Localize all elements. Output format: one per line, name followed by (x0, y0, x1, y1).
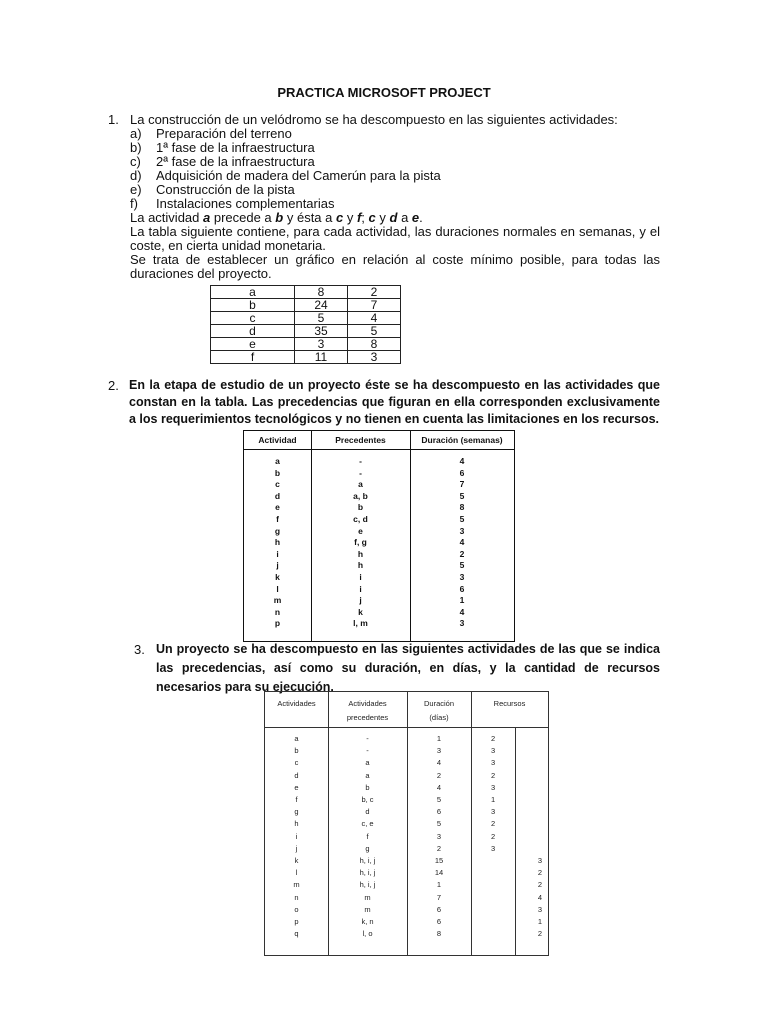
table-cell: f, g (354, 537, 367, 548)
table-cell: c (294, 758, 299, 768)
table-cell: k (294, 856, 299, 866)
table-cell: 15 (434, 856, 444, 866)
header-precedentes: Precedentes (335, 435, 386, 445)
table-cell: e (275, 502, 280, 513)
table-cell: h (274, 537, 281, 548)
table-cell: d (294, 770, 299, 780)
table-row: a 8 2 (211, 286, 401, 299)
table-cell: 8 (436, 929, 442, 939)
table-cell: 2 (436, 843, 442, 853)
header-precedentes-line1: Actividades (348, 699, 387, 708)
table-cell: 3 (491, 843, 496, 853)
question-3-text: Un proyecto se ha descompuesto en las siguientes actividades de las que se indica las precedencias, así como su duración, en días, y la cantidad de recursos necesarios para su ejecución. (156, 642, 660, 694)
table-cell: g (365, 843, 370, 853)
table-cell (515, 818, 542, 830)
table-cell: c (275, 479, 280, 490)
table-cell (515, 733, 542, 745)
table-cell: h (294, 819, 299, 829)
table-cell: - (366, 734, 369, 743)
table-cell: m (293, 880, 300, 890)
list-item: c) 2ª fase de la infraestructura (130, 154, 315, 169)
table-cell: a (365, 770, 370, 780)
table-cell: e (358, 525, 363, 536)
header-duracion-line2: (días) (429, 713, 449, 722)
table-cell (515, 831, 542, 843)
table-cell (515, 770, 542, 782)
table-cell: - (359, 456, 362, 466)
list-item: b) 1ª fase de la infraestructura (130, 140, 315, 155)
list-item: a) Preparación del terreno (130, 126, 292, 141)
table-cell: 5 (459, 513, 465, 524)
table-cell: h (357, 560, 364, 571)
table-cell: n (294, 892, 299, 902)
table-cell: 14 (434, 868, 444, 878)
precedence-sentence: La actividad a precede a b y ésta a c y f; c y d a e. (130, 210, 423, 225)
table-cell: a (275, 456, 280, 466)
table-cell: 1 (436, 734, 442, 743)
table-cell: q (294, 929, 299, 939)
column-precedentes (328, 733, 407, 940)
table-cell: a (294, 734, 299, 743)
table-cell: n (274, 606, 281, 617)
activities-table-2 (243, 430, 515, 642)
table-cell: g (294, 807, 299, 817)
table-cell (491, 916, 515, 928)
activity-list (108, 127, 660, 211)
table-cell: 5 (436, 795, 442, 805)
table-cell: 7 (436, 892, 442, 902)
table-cell (515, 782, 542, 794)
table-cell: 3 (491, 782, 496, 792)
table-cell: 2 (491, 770, 496, 780)
table-cell: f (295, 795, 298, 805)
table-cell: l (276, 583, 279, 594)
table-cell: - (359, 467, 362, 478)
table-cell: 2 (537, 929, 542, 939)
header-actividad: Actividad (258, 435, 297, 445)
table-cell: g (274, 525, 281, 536)
column-precedentes (311, 456, 410, 630)
table-cell: f (366, 831, 369, 841)
table-cell (491, 892, 515, 904)
table-cell: - (366, 746, 369, 756)
paragraph: Se trata de establecer un gráfico en relación al coste mínimo posible, para todas las duraciones del proyecto. (130, 252, 660, 281)
question-3-number: 3. (134, 642, 145, 657)
table-cell: 7 (459, 479, 465, 490)
table-cell: b (294, 746, 299, 756)
table-cell: 5 (459, 560, 465, 571)
table-cell: b (365, 782, 370, 792)
table-cell (491, 928, 515, 940)
table-cell: l, o (362, 929, 373, 939)
table-cell: 5 (459, 490, 465, 501)
page-title: PRACTICA MICROSOFT PROJECT (277, 85, 491, 100)
table-cell (515, 806, 542, 818)
table-cell: m (364, 892, 371, 902)
table-cell: j (359, 595, 362, 606)
table-cell (491, 855, 515, 867)
table-cell: 4 (537, 892, 542, 902)
table-cell: 3 (436, 746, 442, 756)
table-cell: a (358, 479, 363, 490)
table-cell: e (294, 782, 299, 792)
table-cell: p (294, 917, 299, 927)
header-actividades: Actividades (277, 699, 316, 708)
duration-cost-table (210, 285, 401, 364)
table-cell: 1 (537, 917, 542, 927)
table-cell (515, 757, 542, 769)
table-cell: b (274, 467, 281, 478)
table-cell (515, 794, 542, 806)
table-cell: 3 (491, 807, 496, 817)
table-cell: l (295, 868, 298, 878)
table-cell (491, 904, 515, 916)
table-cell: 2 (459, 548, 465, 559)
header-precedentes-line2: precedentes (346, 713, 389, 722)
table-cell: 3 (436, 831, 442, 841)
table-row: f 11 3 (211, 351, 401, 364)
list-item: f) Instalaciones complementarias (130, 196, 335, 211)
table-row: d 35 5 (211, 325, 401, 338)
table-cell: 3 (459, 618, 465, 629)
table-cell: 1 (436, 880, 442, 890)
table-cell: 4 (459, 537, 465, 548)
table-cell: d (274, 490, 281, 501)
table-cell: k (358, 606, 363, 617)
question-2 (108, 377, 660, 428)
table-cell: 4 (459, 606, 465, 617)
table-cell: i (359, 571, 362, 582)
table-cell: h, i, j (359, 856, 376, 866)
activities-table-3 (264, 691, 549, 956)
table-row: c 5 4 (211, 312, 401, 325)
table-cell: 4 (436, 782, 442, 792)
table-cell: a (365, 758, 370, 768)
table-cell: 6 (436, 904, 442, 914)
table-cell: f (276, 513, 279, 524)
column-recursos-2 (515, 733, 548, 940)
column-duracion (410, 456, 514, 630)
table-cell: 8 (459, 502, 465, 513)
table-cell: 3 (491, 758, 496, 768)
table-cell: 3 (537, 904, 542, 914)
table-cell: 1 (491, 795, 496, 805)
column-actividades (265, 733, 328, 940)
question-1-intro: La construcción de un velódromo se ha descompuesto en las siguientes actividades: (130, 112, 618, 127)
table-cell: 2 (491, 831, 496, 841)
table-cell: h (357, 548, 364, 559)
table-cell (491, 867, 515, 879)
table-cell (491, 879, 515, 891)
question-2-number: 2. (108, 378, 119, 393)
table-cell: k (275, 571, 280, 582)
paragraph: La tabla siguiente contiene, para cada actividad, las duraciones normales en semanas, y el coste, en cierta unidad monetaria. (130, 224, 660, 253)
question-1 (108, 113, 660, 281)
table-cell: c, d (353, 513, 368, 524)
table-cell: i (359, 583, 362, 594)
list-item: d) Adquisición de madera del Camerún para la pista (130, 168, 441, 183)
table-cell: 2 (537, 880, 542, 890)
table-cell: 2 (491, 734, 496, 743)
table-cell: m (364, 904, 371, 914)
table-cell: 3 (459, 525, 465, 536)
table-cell: 6 (436, 807, 442, 817)
table-cell: j (276, 560, 279, 571)
table-cell: 5 (436, 819, 442, 829)
table-cell: k, n (361, 917, 374, 927)
question-3 (134, 640, 660, 697)
table-cell: o (294, 904, 299, 914)
table-cell: 4 (459, 456, 465, 466)
column-actividad (244, 456, 311, 630)
table-cell: 3 (459, 571, 465, 582)
table-cell: 3 (491, 746, 496, 756)
table-cell: i (295, 831, 298, 841)
column-duracion (407, 733, 471, 940)
header-recursos: Recursos (493, 699, 526, 708)
table-cell: 2 (537, 868, 542, 878)
table-cell: c, e (361, 819, 374, 829)
table-cell: 3 (537, 856, 542, 866)
table-cell: m (273, 595, 282, 606)
table-cell: d (365, 807, 370, 817)
question-2-text: En la etapa de estudio de un proyecto éste se ha descompuesto en las actividades que constan en la tabla. Las precedencias que figuran en ella corresponden exclusivamente a los requerimientos tecnológicos y no tienen en cuenta las limitaciones en los recursos. (129, 378, 660, 426)
table-cell (515, 843, 542, 855)
table-cell: 6 (459, 467, 465, 478)
table-cell: 1 (459, 595, 465, 606)
table-cell: 2 (491, 819, 496, 829)
table-cell: 6 (436, 917, 442, 927)
table-cell: j (295, 843, 298, 853)
header-duracion: Duración (semanas) (421, 435, 503, 445)
table-cell: h, i, j (359, 868, 376, 878)
question-1-number: 1. (108, 112, 119, 127)
table-cell: p (274, 618, 281, 629)
table-row: b 24 7 (211, 299, 401, 312)
table-cell: 4 (436, 758, 442, 768)
header-duracion-line1: Duración (423, 699, 454, 708)
table-cell (515, 745, 542, 757)
column-recursos-1 (471, 733, 515, 940)
table-cell: b, c (361, 795, 374, 805)
table-cell: h, i, j (359, 880, 376, 890)
table-cell: l, m (353, 618, 368, 629)
list-item: e) Construcción de la pista (130, 182, 295, 197)
table-cell: 2 (436, 770, 442, 780)
table-cell: a, b (353, 490, 368, 501)
table-cell: i (276, 548, 279, 559)
table-cell: b (357, 502, 364, 513)
table-cell: 6 (459, 583, 465, 594)
table-row: e 3 8 (211, 338, 401, 351)
